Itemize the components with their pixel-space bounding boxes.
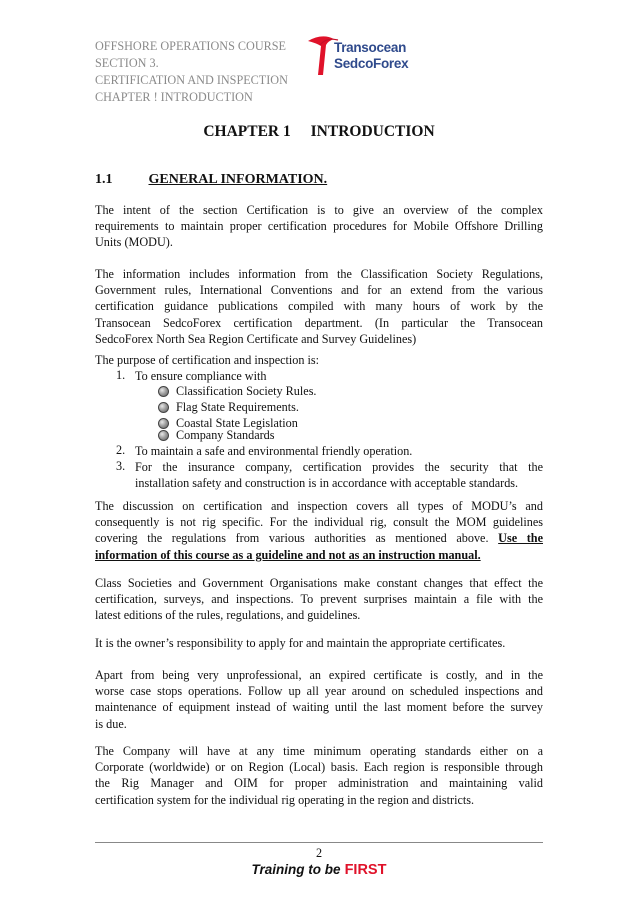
text-line: consequently is not rig specific. For the individual rig, consult the MOM guidelines [95,515,543,530]
logo-wordmark-sedcoforex: SedcoForex [334,56,409,71]
bullet-item: Classification Society Rules. [176,384,317,398]
text-line: Government rules, International Conventions and for an extend from the various [95,283,543,298]
section-title: GENERAL INFORMATION. [148,172,328,187]
text-line: certification system for the individual rig operating in the region and districts. [95,792,475,807]
chapter-title [0,123,638,141]
text-line: Transocean SedcoForex certification department. (In particular the Transocean [95,315,543,330]
text-line: latest editions of the rules, regulations, and guidelines. [95,608,361,623]
bullet-icon [158,418,169,429]
list-number: 2. [116,443,126,457]
text-line: SedcoForex North Sea Region Certificate and Survey Guidelines) [95,331,417,346]
header-line-topic: CERTIFICATION AND INSPECTION [95,73,288,87]
bullet-item: Company Standards [176,428,275,442]
logo-wordmark-transocean: Transocean [334,40,407,55]
bullet-item: Coastal State Legislation [176,416,298,430]
text-line: Class Societies and Government Organisations make constant changes that effect the [95,576,543,590]
text-line: installation safety and construction is in accordance with acceptable standards. [135,476,519,491]
header-line-course: OFFSHORE OPERATIONS COURSE [95,39,286,53]
list-item-text: To maintain a safe and environmental friendly operation. [135,444,413,458]
text-line: worse case stops operations. Follow up all year around on scheduled inspections and [95,684,543,699]
tagline-emphasis: FIRST [344,862,387,878]
page-number: 2 [315,846,323,860]
bullet-item: Flag State Requirements. [176,400,299,414]
section-heading [95,172,327,188]
text-line: The intent of the section Certification is to give an overview of the complex [95,203,543,217]
paragraph-expired [95,667,543,732]
text-line [95,530,543,546]
paragraph-changes [95,575,543,624]
text-line: certification guidance publications compiled with many hours of work by the [95,299,543,314]
text-line: The discussion on certification and inspection covers all types of MODU’s and [95,499,543,513]
text-line: Units (MODU). [95,235,173,250]
paragraph-standards [95,743,543,808]
paragraph-information [95,266,543,347]
bullet-icon [158,402,169,413]
text-line: The Company will have at any time minimum operating standards either on a [95,744,543,758]
paragraph-intent [95,202,543,251]
text-line: maintenance of equipment instead of waiting until the last moment before the survey [95,700,543,715]
chapter-name: INTRODUCTION [310,123,435,140]
text-line: is due. [95,716,127,731]
emphasis-text: information of this course as a guideline and not as an instruction manual. [95,547,481,562]
paragraph-responsibility: It is the owner’s responsibility to apply for and maintain the appropriate certificates. [95,636,506,650]
footer-divider [95,842,543,843]
bullet-icon [158,430,169,441]
text-line: For the insurance company, certification provides the security that the [135,460,543,474]
list-number: 1. [116,368,126,382]
header-line-section: SECTION 3. [95,56,159,70]
tagline-prefix: Training to be [251,862,341,877]
list-item-text [135,459,543,491]
list-number: 3. [116,459,126,473]
text-line: certification, surveys, and inspections. To prevent surprises maintain a file with the [95,592,543,607]
footer-tagline [0,862,638,878]
purpose-intro: The purpose of certification and inspection is: [95,353,320,367]
emphasis-text: Use the [498,531,543,546]
bullet-icon [158,386,169,397]
list-item-text: To ensure compliance with [135,369,267,383]
header-line-chapter: CHAPTER ! INTRODUCTION [95,90,253,104]
text-line: requirements to maintain proper certification procedures for Mobile Offshore Drilling [95,219,543,234]
paragraph-discussion [95,498,543,563]
text-segment: covering the regulations from various authorities as mentioned above. [95,531,489,546]
text-line: the Rig Manager and OIM for proper administration and maintaining valid [95,776,543,791]
text-line: Apart from being very unprofessional, an expired certificate is costly, and in the [95,668,543,682]
text-line: The information includes information from the Classification Society Regulations, [95,267,543,281]
section-number: 1.1 [95,172,113,187]
text-line: Corporate (worldwide) or on Region (Local) basis. Each region is responsible through [95,760,543,775]
chapter-number: CHAPTER 1 [203,123,291,140]
running-header [95,38,310,106]
